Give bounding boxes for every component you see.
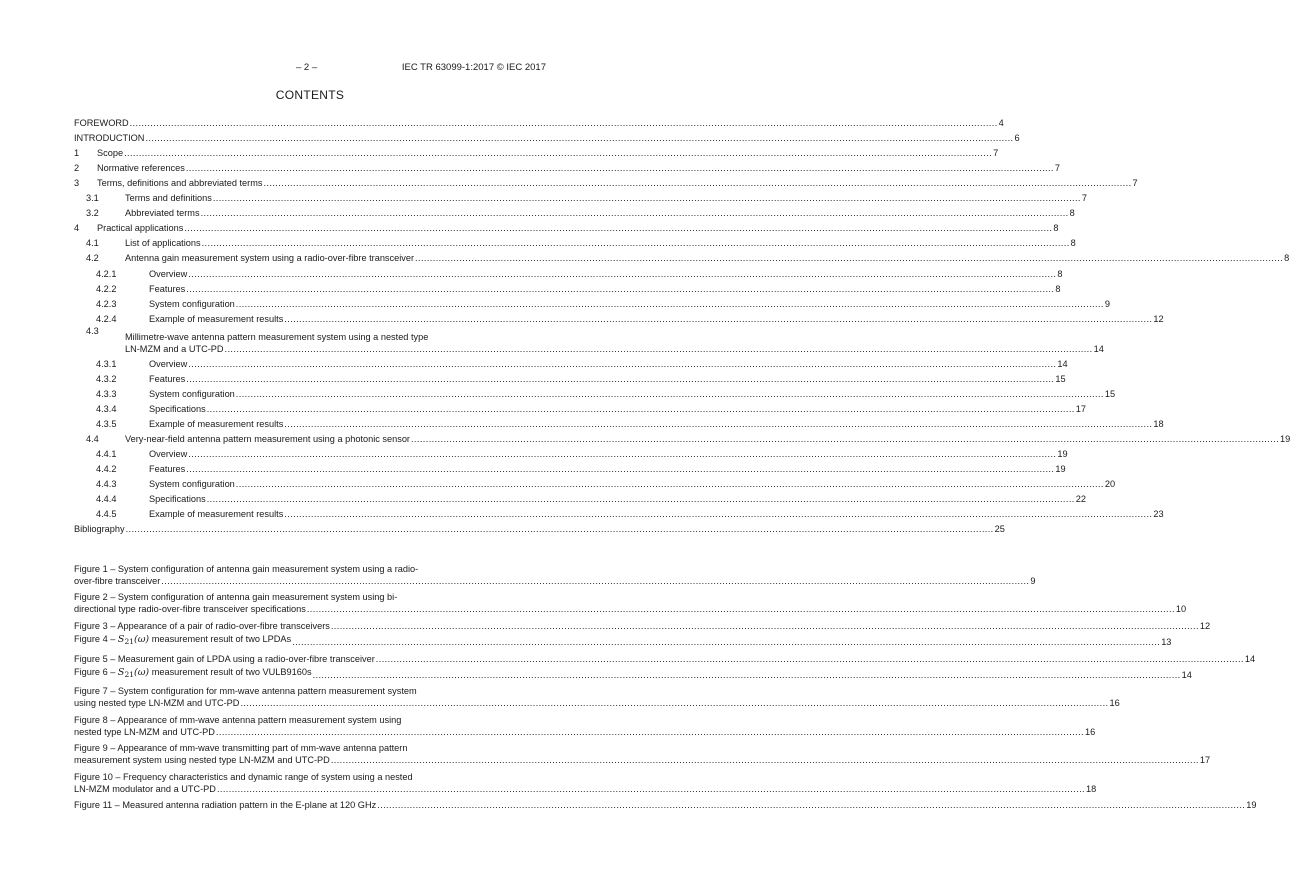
figure-title: Figure 9 – Appearance of mm-wave transmitting part of mm-wave antenna pattern [74, 743, 408, 754]
toc-entry-page: 8 [1057, 268, 1063, 279]
figure-page: 18 [1086, 783, 1097, 794]
figure-entry-line [74, 742, 546, 754]
toc-entry-body [97, 177, 1138, 189]
dot-leader [225, 343, 1093, 355]
toc-entry-title: Specifications [149, 403, 206, 414]
toc-entry-title: Specifications [149, 494, 206, 505]
toc-entry[interactable] [74, 325, 1104, 355]
toc-entry[interactable] [74, 355, 1068, 370]
toc-entry-page: 8 [1055, 283, 1061, 294]
toc-entry-body [125, 237, 1076, 249]
dot-leader [126, 523, 994, 535]
toc-entry-title: Example of measurement results [149, 509, 284, 520]
toc-entry[interactable] [74, 129, 1020, 144]
toc-entry-number: 1 [74, 148, 80, 159]
figure-title: Figure 2 – System configuration of antenna gain measurement system using bi- [74, 592, 398, 603]
toc-entry[interactable] [74, 280, 1061, 295]
toc-entry-title: Scope [97, 148, 124, 159]
figure-title-suffix: measurement result of two LPDAs [149, 634, 292, 645]
figure-title: Figure 7 – System configuration for mm-wave antenna pattern measurement system [74, 686, 417, 697]
contents-title: CONTENTS [275, 88, 345, 102]
toc-entry[interactable] [74, 400, 1086, 415]
toc-entry[interactable] [74, 264, 1063, 279]
toc-entry-title: Features [149, 464, 186, 475]
toc-entry[interactable] [74, 249, 1290, 264]
toc-entry-title: Terms and definitions [125, 193, 212, 204]
toc-entry-number: 4.3.1 [96, 358, 117, 369]
figure-entry-line [74, 726, 1096, 738]
figure-title: Figure 3 – Appearance of a pair of radio-over-fibre transceivers [74, 620, 330, 631]
toc-entry-number: 3 [74, 178, 80, 189]
figure-title-continued: directional type radio-over-fibre transceiver specifications [74, 604, 306, 615]
dot-leader [217, 783, 1085, 795]
dot-leader [184, 222, 1052, 234]
figure-entry-line [74, 714, 546, 726]
toc-entry-page: 9 [1104, 298, 1110, 309]
toc-entry-number: 2 [74, 163, 80, 174]
dot-leader [213, 192, 1081, 204]
toc-entry[interactable] [74, 490, 1086, 505]
dot-leader [284, 313, 1152, 325]
toc-entry-body [97, 162, 1061, 174]
toc-entry-title-continued: LN-MZM and a UTC-PD [125, 343, 224, 354]
toc-entry[interactable] [74, 385, 1116, 400]
dot-leader [186, 463, 1054, 475]
figure-entry-line [74, 603, 1187, 615]
toc-entry-number: 4.4.3 [96, 479, 117, 490]
toc-entry-title: INTRODUCTION [74, 133, 145, 144]
dot-leader [236, 388, 1104, 400]
figure-entry-line [74, 575, 1036, 587]
figure-title-prefix: Figure 6 – [74, 666, 118, 677]
dot-leader [130, 117, 998, 129]
toc-entry-body [149, 493, 1086, 505]
toc-entry[interactable] [74, 475, 1116, 490]
toc-entry-title: Features [149, 283, 186, 294]
dot-leader [292, 636, 1160, 648]
toc-entry-page: 22 [1075, 494, 1086, 505]
figure-title-prefix: Figure 4 – [74, 634, 118, 645]
toc-entry[interactable] [74, 430, 1290, 445]
figure-entry-line [74, 685, 546, 697]
dot-leader [207, 403, 1075, 415]
toc-entry-title: System configuration [149, 388, 235, 399]
toc-entry-number: 3.2 [86, 208, 99, 219]
formula-symbol [118, 667, 149, 678]
toc-entry[interactable] [74, 370, 1066, 385]
figure-entry-line [74, 633, 1172, 648]
dot-leader [376, 653, 1244, 665]
figure-entry-line [74, 563, 546, 575]
dot-leader [331, 620, 1199, 632]
toc-entry-number: 4.4.2 [96, 464, 117, 475]
figure-entry[interactable] [74, 634, 1172, 648]
toc-entry-body [74, 117, 1004, 129]
toc-entry-title: System configuration [149, 298, 235, 309]
toc-entry[interactable] [74, 520, 1005, 535]
figure-title [74, 666, 312, 681]
toc-entry-number: 4.3 [86, 325, 99, 336]
toc-entry-title: FOREWORD [74, 118, 129, 129]
toc-entry-body [149, 478, 1116, 490]
toc-entry-number: 4 [74, 223, 80, 234]
figure-title [74, 633, 291, 648]
toc-entry-number: 4.3.3 [96, 388, 117, 399]
dot-leader [124, 147, 992, 159]
toc-entry-number: 4.3.4 [96, 403, 117, 414]
toc-entry-body [74, 132, 1020, 144]
toc-entry-page: 7 [993, 148, 999, 159]
toc-entry-number: 4.3.2 [96, 373, 117, 384]
toc-entry-title: Example of measurement results [149, 313, 284, 324]
toc-entry-title: Overview [149, 448, 188, 459]
toc-entry-line [125, 343, 1104, 355]
figure-entry-line [74, 620, 1211, 632]
figure-entry[interactable] [74, 653, 1256, 665]
formula-subscript: 21 [124, 637, 134, 647]
toc-entry-number: 4.2 [86, 253, 99, 264]
figure-title: Figure 5 – Measurement gain of LPDA using a radio-over-fibre transceiver [74, 653, 375, 664]
toc-entry-line [125, 331, 546, 343]
toc-entry-number: 4.3.5 [96, 418, 117, 429]
toc-entry[interactable] [74, 234, 1076, 249]
toc-entry[interactable] [74, 310, 1164, 325]
dot-leader [216, 726, 1084, 738]
figure-page: 16 [1109, 698, 1120, 709]
toc-entry-body [125, 433, 1290, 445]
dot-leader [161, 575, 1029, 587]
toc-entry-page: 15 [1055, 373, 1066, 384]
toc-entry-page: 14 [1057, 358, 1068, 369]
figure-entry-line [74, 653, 1256, 665]
figure-entry-line [74, 799, 1257, 811]
toc-entry-title: Overview [149, 268, 188, 279]
dot-leader [201, 207, 1069, 219]
toc-entry-title: List of applications [125, 238, 201, 249]
figure-entry-line [74, 666, 1192, 681]
toc-entry-body [74, 523, 1005, 535]
toc-entry-body [149, 268, 1063, 280]
figure-entry[interactable] [74, 685, 1120, 709]
figure-title-continued: measurement system using nested type LN-MZM and UTC-PD [74, 755, 330, 766]
toc-entry-page: 19 [1280, 433, 1290, 444]
toc-entry-title: Normative references [97, 163, 185, 174]
toc-entry-body [149, 403, 1086, 415]
toc-entry-page: 7 [1132, 178, 1138, 189]
toc-entry-page: 18 [1153, 418, 1164, 429]
dot-leader [415, 252, 1283, 264]
toc-entry[interactable] [74, 189, 1088, 204]
figure-page: 19 [1246, 799, 1257, 810]
toc-entry-body [97, 147, 999, 159]
dot-leader [188, 358, 1056, 370]
toc-entry-title: Antenna gain measurement system using a radio-over-fibre transceiver [125, 253, 415, 264]
figure-entry-line [74, 697, 1120, 709]
dot-leader [186, 373, 1054, 385]
toc-entry[interactable] [74, 159, 1061, 174]
toc-entry-body [149, 298, 1110, 310]
toc-entry-body [149, 283, 1061, 295]
figure-page: 14 [1181, 669, 1192, 680]
dot-leader [186, 283, 1054, 295]
dot-leader [145, 132, 1013, 144]
toc-entry-number: 4.4.4 [96, 494, 117, 505]
formula-base: S [117, 634, 125, 646]
toc-entry-body [149, 463, 1066, 475]
figure-page: 13 [1161, 637, 1172, 648]
figure-title: Figure 10 – Frequency characteristics and dynamic range of system using a nested [74, 771, 413, 782]
figure-entry[interactable] [74, 714, 1096, 738]
toc-entry-title: Example of measurement results [149, 418, 284, 429]
list-of-figures [74, 563, 1257, 815]
figure-entry[interactable] [74, 563, 1036, 587]
toc-entry-page: 8 [1069, 208, 1075, 219]
toc-entry-body [149, 313, 1164, 325]
figure-entry[interactable] [74, 666, 1192, 681]
toc-entry-page: 19 [1057, 448, 1068, 459]
document-reference: IEC TR 63099-1:2017 © IEC 2017 [401, 62, 546, 73]
toc-entry[interactable] [74, 415, 1164, 430]
toc-entry[interactable] [74, 505, 1164, 520]
page-header [0, 62, 620, 76]
toc-entry-page: 19 [1055, 464, 1066, 475]
toc-entry-title: Terms, definitions and abbreviated terms [97, 178, 263, 189]
dot-leader [377, 799, 1245, 811]
figure-entry[interactable] [74, 591, 1187, 615]
toc-entry-body [149, 448, 1068, 460]
toc-entry-page: 8 [1070, 238, 1076, 249]
toc-entry-title: Millimetre-wave antenna pattern measurement system using a nested type [125, 331, 429, 342]
figure-title-continued: using nested type LN-MZM and UTC-PD [74, 698, 240, 709]
toc-entry-page: 8 [1053, 223, 1059, 234]
toc-entry-body [97, 222, 1059, 234]
toc-entry-number: 4.2.2 [96, 283, 117, 294]
figure-title: Figure 11 – Measured antenna radiation pattern in the E-plane at 120 GHz [74, 799, 377, 810]
figure-page: 14 [1244, 653, 1256, 664]
toc-entry-body [149, 418, 1164, 430]
figure-page: 12 [1199, 620, 1211, 631]
figure-title: Figure 8 – Appearance of mm-wave antenna pattern measurement system using [74, 714, 402, 725]
toc-entry-title: System configuration [149, 479, 235, 490]
figure-entry-line [74, 771, 546, 783]
dot-leader [188, 268, 1056, 280]
toc-entry-title: Practical applications [97, 223, 184, 234]
dot-leader [284, 418, 1152, 430]
table-of-contents [74, 114, 1290, 535]
toc-entry-page: 17 [1075, 403, 1086, 414]
figure-entry[interactable] [74, 620, 1211, 632]
figure-entry[interactable] [74, 799, 1257, 811]
toc-entry-page: 7 [1081, 193, 1088, 204]
figure-entry-line [74, 783, 1097, 795]
toc-entry-title: Features [149, 373, 186, 384]
page-number: – 2 – [296, 62, 318, 73]
toc-entry-body [125, 207, 1075, 219]
toc-entry-body [149, 388, 1116, 400]
toc-entry-body [149, 358, 1068, 370]
toc-entry[interactable] [74, 114, 1004, 129]
dot-leader [331, 754, 1199, 766]
toc-entry[interactable] [74, 174, 1138, 189]
figure-title-continued: nested type LN-MZM and UTC-PD [74, 726, 215, 737]
toc-entry-number: 4.4 [86, 433, 99, 444]
toc-entry-number: 4.2.4 [96, 313, 117, 324]
dot-leader [186, 162, 1054, 174]
toc-entry-title: Overview [149, 358, 188, 369]
figure-title-continued: over-fibre transceiver [74, 576, 161, 586]
toc-entry-page: 15 [1104, 388, 1116, 399]
dot-leader [411, 433, 1279, 445]
formula-argument: (ω) [133, 634, 150, 646]
figure-entry-line [74, 754, 1211, 766]
toc-entry-body [125, 192, 1088, 204]
toc-entry-page: 14 [1093, 343, 1104, 354]
toc-entry-page: 8 [1284, 253, 1290, 264]
dot-leader [202, 237, 1070, 249]
formula-symbol [118, 634, 149, 645]
dot-leader [188, 448, 1056, 460]
figure-page: 10 [1175, 604, 1187, 615]
toc-entry-number: 4.2.1 [96, 268, 117, 279]
figure-entry-line [74, 591, 546, 603]
toc-entry-page: 6 [1014, 133, 1020, 144]
toc-entry-page: 7 [1054, 163, 1061, 174]
formula-argument: (ω) [133, 666, 150, 678]
figure-title-continued: LN-MZM modulator and a UTC-PD [74, 783, 216, 794]
toc-entry-body [125, 325, 1104, 355]
formula-base: S [117, 666, 125, 678]
dot-leader [313, 669, 1181, 681]
toc-entry-page: 20 [1104, 479, 1116, 490]
toc-entry-body [125, 252, 1290, 264]
toc-entry[interactable] [74, 144, 999, 159]
figure-entry[interactable] [74, 742, 1211, 766]
toc-entry-title: Abbreviated terms [125, 208, 200, 219]
figure-page: 17 [1199, 755, 1211, 766]
dot-leader [263, 177, 1131, 189]
dot-leader [236, 298, 1104, 310]
toc-entry-number: 3.1 [86, 193, 99, 204]
toc-entry-number: 4.4.1 [96, 448, 117, 459]
toc-entry-number: 4.1 [86, 238, 99, 249]
toc-entry[interactable] [74, 219, 1059, 234]
toc-entry-number: 4.4.5 [96, 509, 117, 520]
dot-leader [284, 508, 1152, 520]
figure-title: Figure 1 – System configuration of antenna gain measurement system using a radio- [74, 564, 419, 574]
toc-entry-body [149, 508, 1164, 520]
dot-leader [240, 697, 1108, 709]
figure-title-suffix: measurement result of two VULB9160s [149, 666, 312, 677]
dot-leader [307, 603, 1175, 615]
toc-entry[interactable] [74, 204, 1075, 219]
dot-leader [207, 493, 1075, 505]
toc-entry[interactable] [74, 445, 1068, 460]
toc-entry-body [149, 373, 1066, 385]
toc-entry[interactable] [74, 295, 1110, 310]
toc-entry-page: 23 [1153, 509, 1164, 520]
figure-entry[interactable] [74, 771, 1097, 795]
formula-subscript: 21 [124, 669, 134, 679]
toc-entry-page: 4 [998, 118, 1004, 129]
toc-entry[interactable] [74, 460, 1066, 475]
figure-page: 16 [1084, 726, 1096, 737]
toc-entry-title: Bibliography [74, 524, 125, 535]
toc-entry-page: 25 [994, 524, 1005, 535]
toc-entry-page: 12 [1153, 313, 1164, 324]
toc-entry-number: 4.2.3 [96, 298, 117, 309]
figure-page: 9 [1030, 576, 1036, 586]
toc-entry-title: Very-near-field antenna pattern measurement using a photonic sensor [125, 433, 410, 444]
dot-leader [236, 478, 1104, 490]
